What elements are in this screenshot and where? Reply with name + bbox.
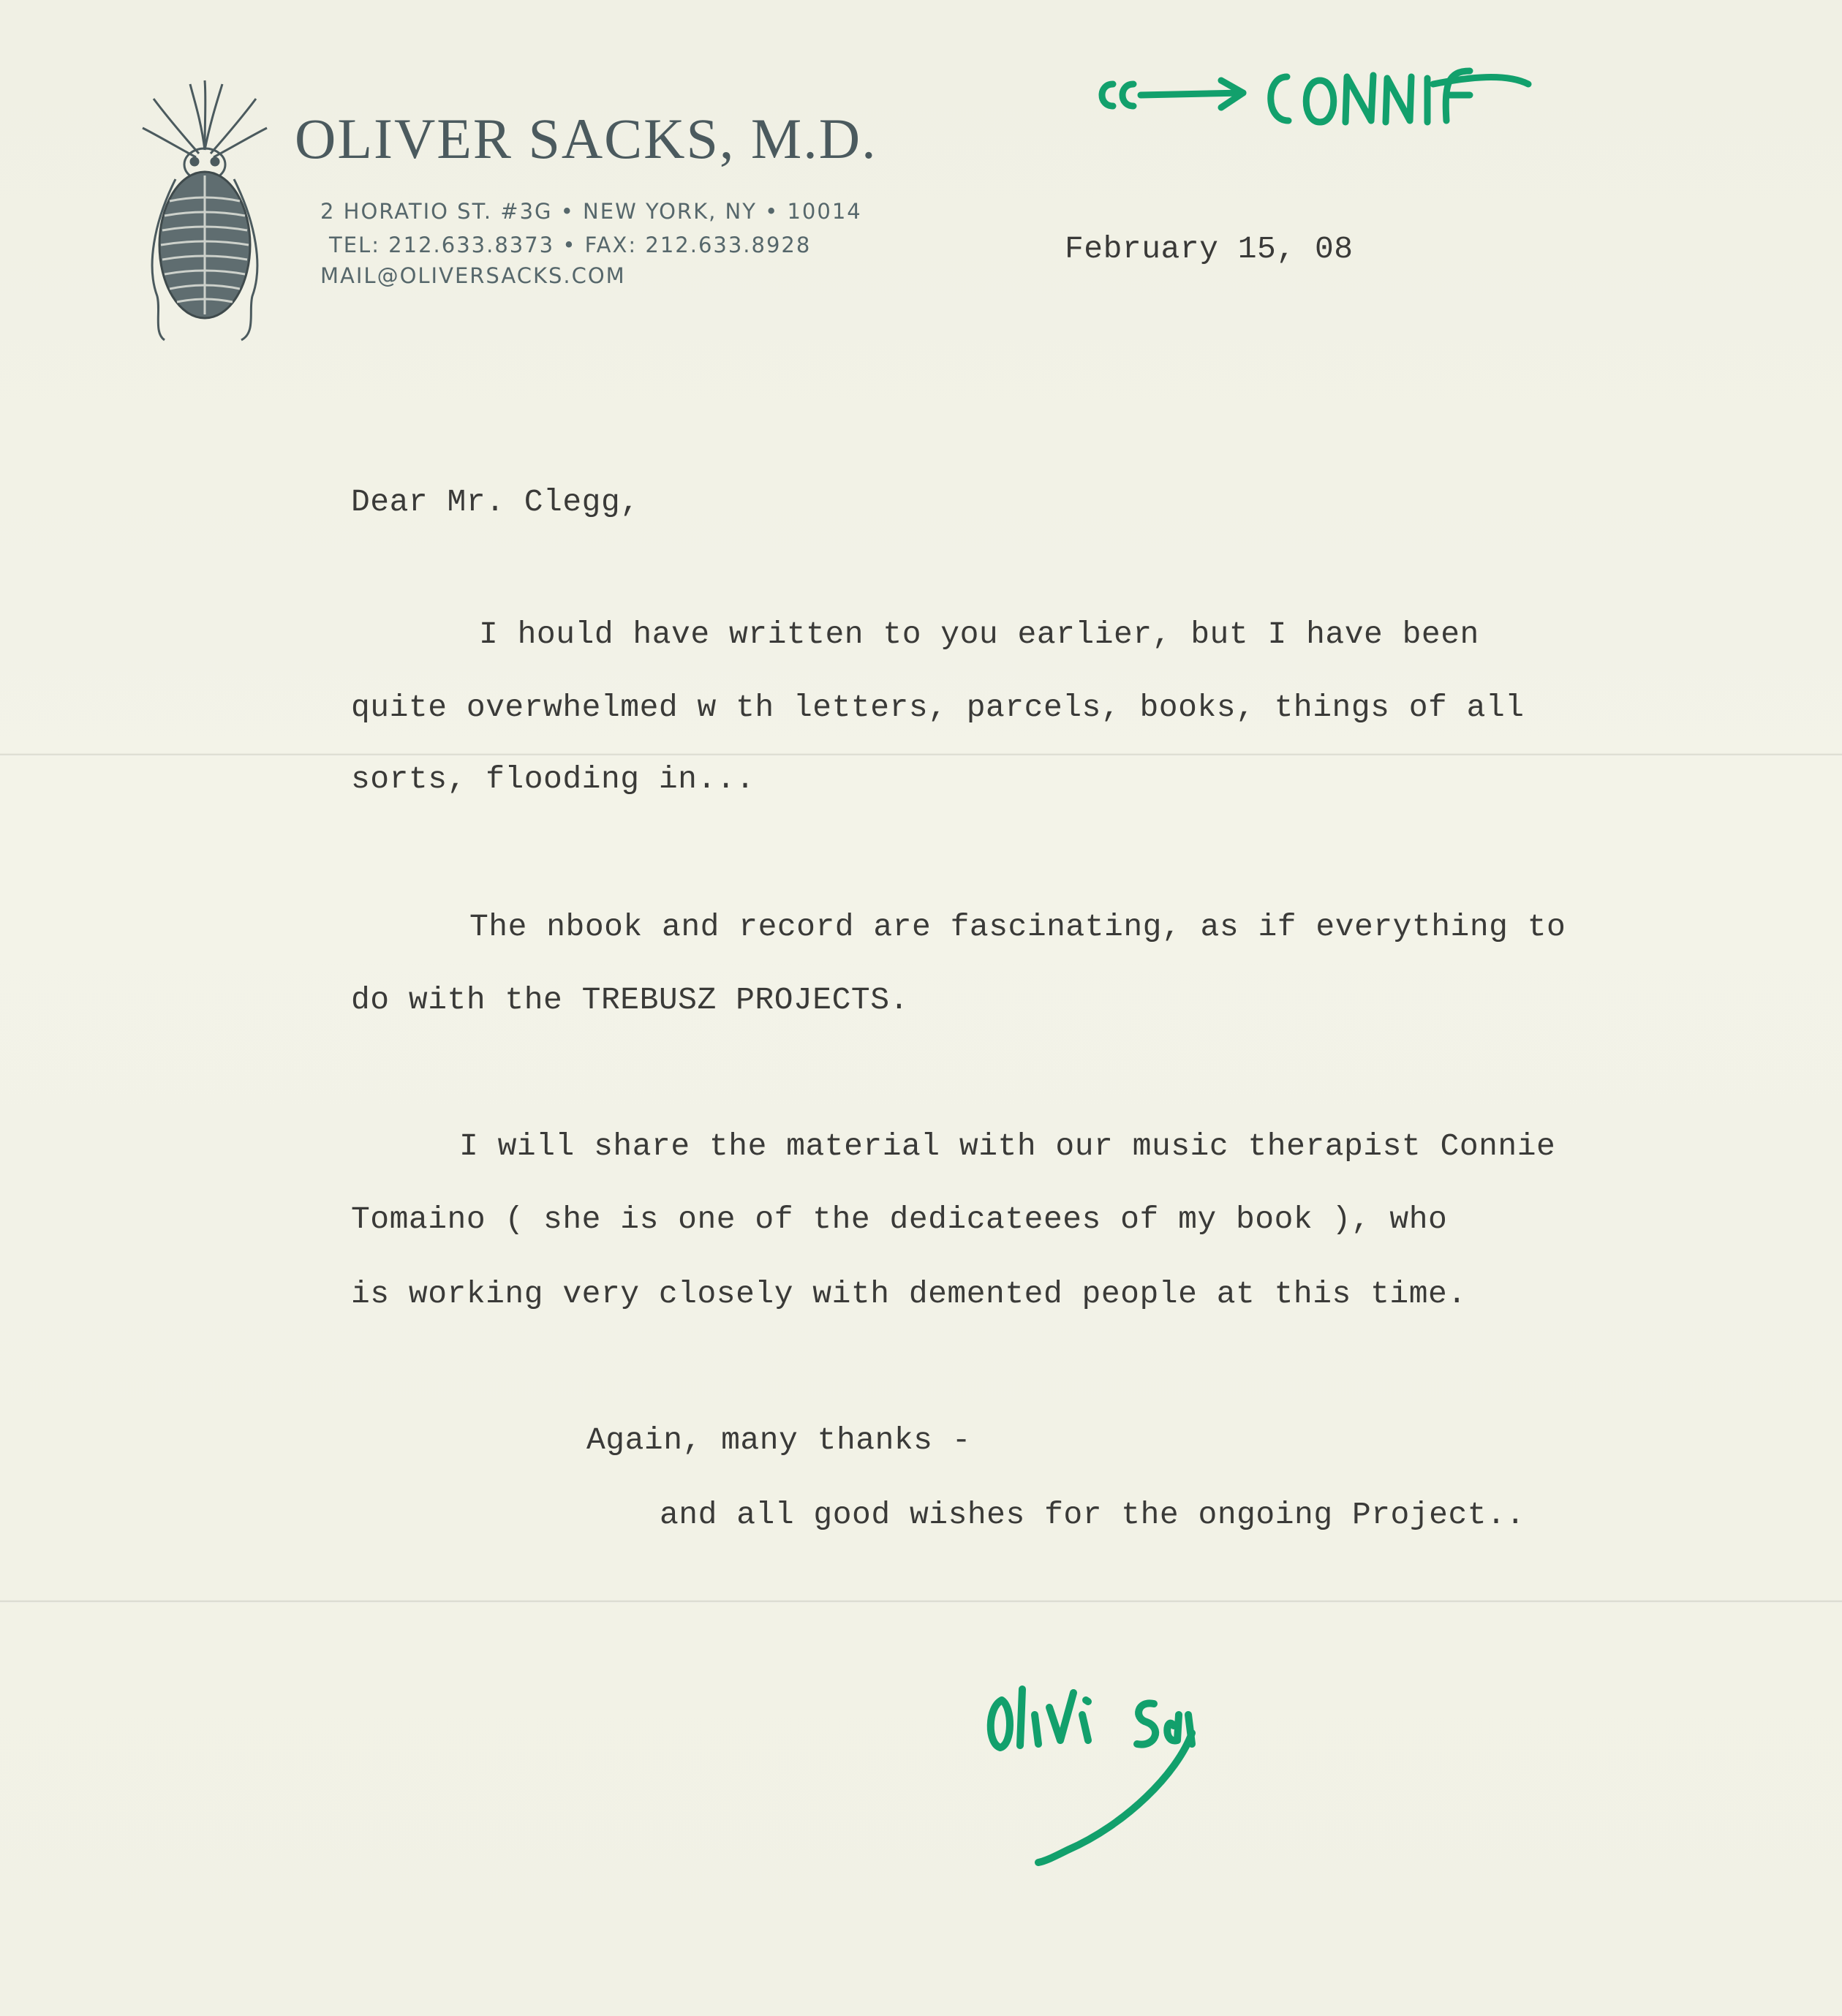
cuttlefish-icon <box>132 77 278 347</box>
body-line: I will share the material with our music therapist Connie <box>459 1128 1556 1164</box>
letterhead-name: OLIVER SACKS, M.D. <box>295 107 877 170</box>
body-line: Tomaino ( she is one of the dedicateees of my book ), who <box>351 1201 1448 1237</box>
signature <box>980 1605 1272 1868</box>
letterhead-email: MAIL@OLIVERSACKS.COM <box>320 263 626 288</box>
cc-annotation <box>1090 55 1543 143</box>
body-line: The nbook and record are fascinating, as if everything to <box>469 909 1566 945</box>
closing-line: and all good wishes for the ongoing Project.. <box>660 1497 1525 1533</box>
body-line: quite overwhelmed w th letters, parcels, books, things of all <box>351 690 1525 725</box>
letterhead-address: 2 HORATIO ST. #3G • NEW YORK, NY • 10014 <box>320 199 862 224</box>
body-line: sorts, flooding in... <box>351 761 755 797</box>
paper-fold-line <box>0 753 1842 756</box>
salutation: Dear Mr. Clegg, <box>351 484 640 520</box>
body-line: I hould have written to you earlier, but I have been <box>479 616 1479 652</box>
letterhead-phone-fax: TEL: 212.633.8373 • FAX: 212.633.8928 <box>329 233 812 257</box>
body-line: is working very closely with demented people at this time. <box>351 1276 1467 1312</box>
body-line: do with the TREBUSZ PROJECTS. <box>351 982 909 1018</box>
letter-date: February 15, 08 <box>1065 231 1354 267</box>
paper-fold-line <box>0 1600 1842 1603</box>
closing-line: Again, many thanks - <box>586 1422 972 1458</box>
